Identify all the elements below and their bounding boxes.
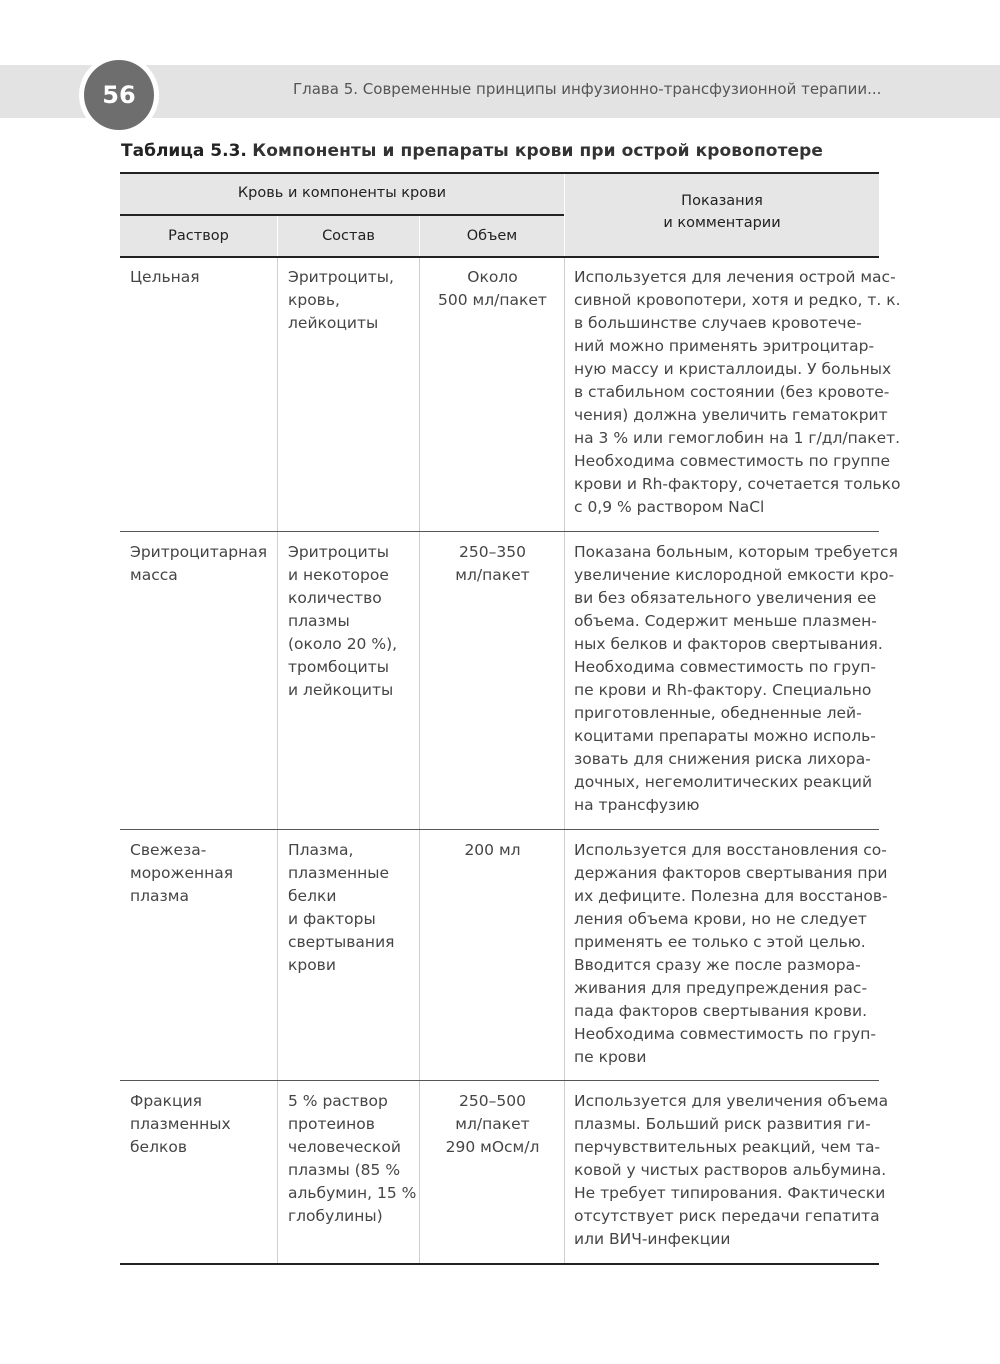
cell-line: кровь, [288, 291, 340, 309]
cell-line: живания для предупреждения рас- [574, 979, 868, 997]
cell-line: и лейкоциты [288, 681, 394, 699]
cell-line: 200 мл [464, 841, 521, 859]
cell-line: Показана больным, которым требуется [574, 543, 898, 561]
cell-line: зовать для снижения риска лихора- [574, 750, 871, 768]
cell-line: количество [288, 589, 382, 607]
cell-line: масса [130, 566, 178, 584]
cell-line: Эритроциты, [288, 268, 394, 286]
cell-line: пада факторов свертывания крови. [574, 1002, 867, 1020]
cell-solution [130, 266, 275, 289]
cell-line: Необходима совместимость по груп- [574, 1025, 877, 1043]
cell-line: чения) должна увеличить гематокрит [574, 406, 888, 424]
cell-line: отсутствует риск передачи гепатита [574, 1207, 880, 1225]
running-title: Глава 5. Современные принципы инфузионно-трансфузионной терапии... [293, 80, 882, 98]
cell-comments [574, 266, 901, 519]
cell-line: лейкоциты [288, 314, 379, 332]
cell-line: 500 мл/пакет [438, 291, 547, 309]
cell-line: белки [288, 887, 337, 905]
table-caption [121, 141, 823, 161]
table-header [120, 172, 879, 257]
cell-line: на трансфузию [574, 796, 700, 814]
cell-line: ных белков и факторов свертывания. [574, 635, 883, 653]
column-header-composition: Состав [278, 216, 419, 256]
cell-comments [574, 541, 898, 817]
row-rule [120, 829, 879, 830]
cell-line: человеческой [288, 1138, 401, 1156]
cell-line: Плазма, [288, 841, 354, 859]
cell-line: Свежеза- [130, 841, 207, 859]
header-column-gap [277, 216, 278, 256]
cell-line: коцитами препараты можно исполь- [574, 727, 876, 745]
comments-header-line: и комментарии [663, 215, 781, 231]
cell-line: пе крови и Rh-фактору. Специально [574, 681, 872, 699]
cell-line: Необходима совместимость по груп- [574, 658, 877, 676]
cell-line: Фракция [130, 1092, 202, 1110]
row-rule [120, 531, 879, 532]
cell-solution [130, 839, 275, 908]
comments-header-line: Показания [681, 193, 763, 209]
cell-line: перчувствительных реакций, чем та- [574, 1138, 881, 1156]
cell-line: 290 мОсм/л [445, 1138, 540, 1156]
table-caption-number: Таблица 5.3. [121, 141, 247, 161]
cell-line: объема. Содержит меньше плазмен- [574, 612, 877, 630]
cell-line: ковой у чистых растворов альбумина. [574, 1161, 887, 1179]
cell-composition [288, 1090, 423, 1228]
cell-line: 250–500 [459, 1092, 526, 1110]
cell-line: ления объема крови, но не следует [574, 910, 867, 928]
cell-line: увеличение кислородной емкости кро- [574, 566, 895, 584]
cell-line: (около 20 %), [288, 635, 398, 653]
cell-line: и некоторое [288, 566, 389, 584]
cell-line: их дефиците. Полезна для восстанов- [574, 887, 888, 905]
cell-line: плазмы. Больший риск развития ги- [574, 1115, 871, 1133]
cell-line: мороженная [130, 864, 234, 882]
cell-line: в стабильном состоянии (без кровоте- [574, 383, 890, 401]
cell-solution [130, 541, 275, 587]
cell-line: плазмы (85 % [288, 1161, 401, 1179]
cell-line: крови [288, 956, 336, 974]
cell-line: Не требует типирования. Фактически [574, 1184, 886, 1202]
cell-line: плазмы [288, 612, 350, 630]
cell-line: ви без обязательного увеличения ее [574, 589, 877, 607]
cell-line: глобулины) [288, 1207, 383, 1225]
cell-volume [420, 266, 565, 312]
cell-line: пе крови [574, 1048, 647, 1066]
cell-line: на 3 % или гемоглобин на 1 г/дл/пакет. [574, 429, 901, 447]
cell-comments [574, 839, 888, 1069]
cell-line: крови и Rh-фактору, сочетается только [574, 475, 901, 493]
cell-line: Около [467, 268, 518, 286]
cell-line: Используется для лечения острой мас- [574, 268, 896, 286]
cell-line: держания факторов свертывания при [574, 864, 888, 882]
table-bottom-rule [120, 1263, 879, 1265]
column-header-volume: Объем [420, 216, 564, 256]
cell-composition [288, 541, 423, 702]
cell-composition [288, 839, 423, 977]
cell-line: белков [130, 1138, 187, 1156]
column-divider [277, 258, 278, 1264]
cell-line: в большинстве случаев кровотече- [574, 314, 862, 332]
header-column-gap [419, 216, 420, 256]
cell-line: или ВИЧ-инфекции [574, 1230, 731, 1248]
cell-line: плазма [130, 887, 189, 905]
cell-line: Эритроцитарная [130, 543, 268, 561]
cell-line: протеинов [288, 1115, 375, 1133]
cell-line: ний можно применять эритроцитар- [574, 337, 875, 355]
cell-volume [420, 541, 565, 587]
table-caption-title: Компоненты и препараты крови при острой кровопотере [252, 141, 824, 161]
table-header-bottom-rule [120, 256, 879, 258]
cell-line: плазменных [130, 1115, 231, 1133]
cell-composition [288, 266, 423, 335]
cell-line: Необходима совместимость по группе [574, 452, 891, 470]
cell-line: 5 % раствор [288, 1092, 388, 1110]
cell-line: сивной кровопотери, хотя и редко, т. к. [574, 291, 901, 309]
cell-line: Вводится сразу же после размора- [574, 956, 861, 974]
cell-line: и факторы [288, 910, 376, 928]
cell-line: Эритроциты [288, 543, 389, 561]
page-number: 56 [84, 60, 154, 130]
cell-line: Используется для восстановления со- [574, 841, 887, 859]
cell-line: Используется для увеличения объема [574, 1092, 889, 1110]
cell-line: ную массу и кристаллоиды. У больных [574, 360, 892, 378]
cell-line: мл/пакет [455, 566, 530, 584]
cell-line: дочных, негемолитических реакций [574, 773, 873, 791]
cell-line: 250–350 [459, 543, 526, 561]
cell-line: плазменные [288, 864, 390, 882]
header-column-gap [564, 174, 565, 256]
group-header: Кровь и компоненты крови [120, 174, 564, 214]
cell-line: с 0,9 % раствором NaCl [574, 498, 765, 516]
cell-volume [420, 839, 565, 862]
column-header-solution: Раствор [120, 216, 277, 256]
row-rule [120, 1080, 879, 1081]
cell-line: альбумин, 15 % [288, 1184, 417, 1202]
cell-volume [420, 1090, 565, 1159]
cell-comments [574, 1090, 889, 1251]
cell-line: тромбоциты [288, 658, 389, 676]
cell-line: приготовленные, обедненные лей- [574, 704, 862, 722]
cell-line: Цельная [130, 268, 200, 286]
cell-line: свертывания [288, 933, 395, 951]
cell-line: применять ее только с этой целью. [574, 933, 866, 951]
column-header-comments [565, 174, 879, 256]
cell-solution [130, 1090, 275, 1159]
cell-line: мл/пакет [455, 1115, 530, 1133]
